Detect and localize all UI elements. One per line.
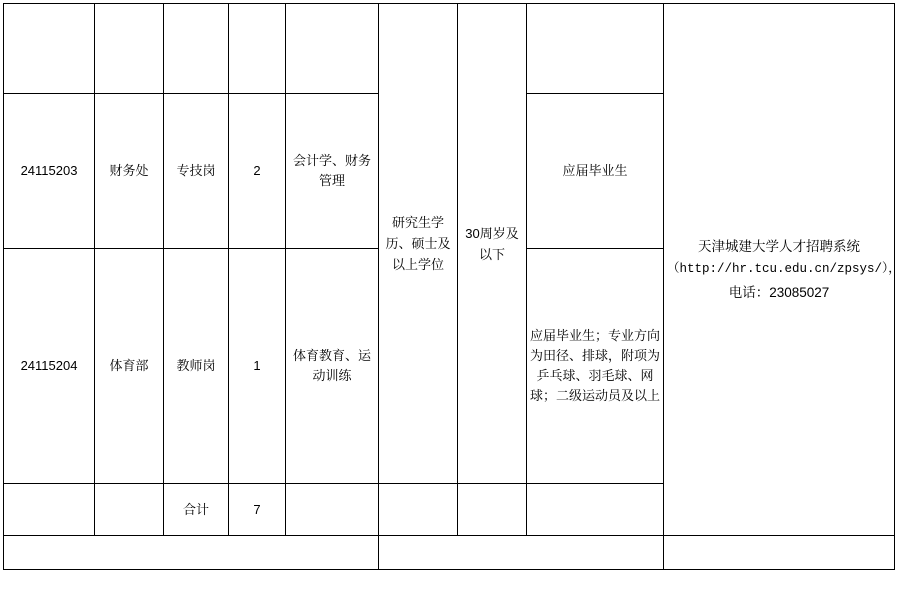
cell-summary-blank-edu [379, 484, 458, 536]
cell-note-merged [664, 4, 901, 536]
cell-major: 体育教育、运动训练 [286, 249, 379, 484]
education-text: 研究生学历、硕士及以上学位 [385, 215, 451, 272]
recruitment-table [3, 3, 901, 570]
cell-summary-count: 7 [229, 484, 286, 536]
cell-dept: 体育部 [95, 249, 164, 484]
cell-summary-blank-dept [95, 484, 164, 536]
age-text: 30周岁及以下 [465, 225, 519, 262]
cell-age-merged [458, 4, 527, 484]
table-row-blank-bottom [4, 536, 895, 570]
cell-blank-type [164, 4, 229, 94]
cell-bottom-blank-mid [379, 536, 664, 570]
cell-blank-major [286, 4, 379, 94]
cell-summary-blank-code [4, 484, 95, 536]
note-line-3: 电话：23085027 [728, 285, 830, 300]
cell-blank-dept [95, 4, 164, 94]
cell-summary-blank-age [458, 484, 527, 536]
cell-blank-other [527, 4, 664, 94]
document-page [0, 3, 901, 606]
cell-count: 1 [229, 249, 286, 484]
cell-code: 24115204 [4, 249, 95, 484]
cell-type: 教师岗 [164, 249, 229, 484]
cell-count: 2 [229, 94, 286, 249]
cell-major: 会计学、财务管理 [286, 94, 379, 249]
cell-dept: 财务处 [95, 94, 164, 249]
cell-bottom-blank-note [664, 536, 895, 570]
cell-summary-blank-other [527, 484, 664, 536]
cell-summary-blank-major [286, 484, 379, 536]
cell-code: 24115203 [4, 94, 95, 249]
note-line-2: （http://hr.tcu.edu.cn/zpsys/）， [667, 262, 901, 276]
cell-other: 应届毕业生 [527, 94, 664, 249]
cell-education-merged [379, 4, 458, 484]
cell-blank-count [229, 4, 286, 94]
table-row-blank-top [4, 4, 895, 94]
cell-summary-label: 合计 [164, 484, 229, 536]
cell-type: 专技岗 [164, 94, 229, 249]
note-line-1: 天津城建大学人才招聘系统 [698, 239, 860, 254]
cell-blank-code [4, 4, 95, 94]
cell-other: 应届毕业生；专业方向为田径、排球，附项为乒乓球、羽毛球、网球；二级运动员及以上 [527, 249, 664, 484]
cell-bottom-blank-left [4, 536, 379, 570]
note-block [667, 235, 901, 304]
